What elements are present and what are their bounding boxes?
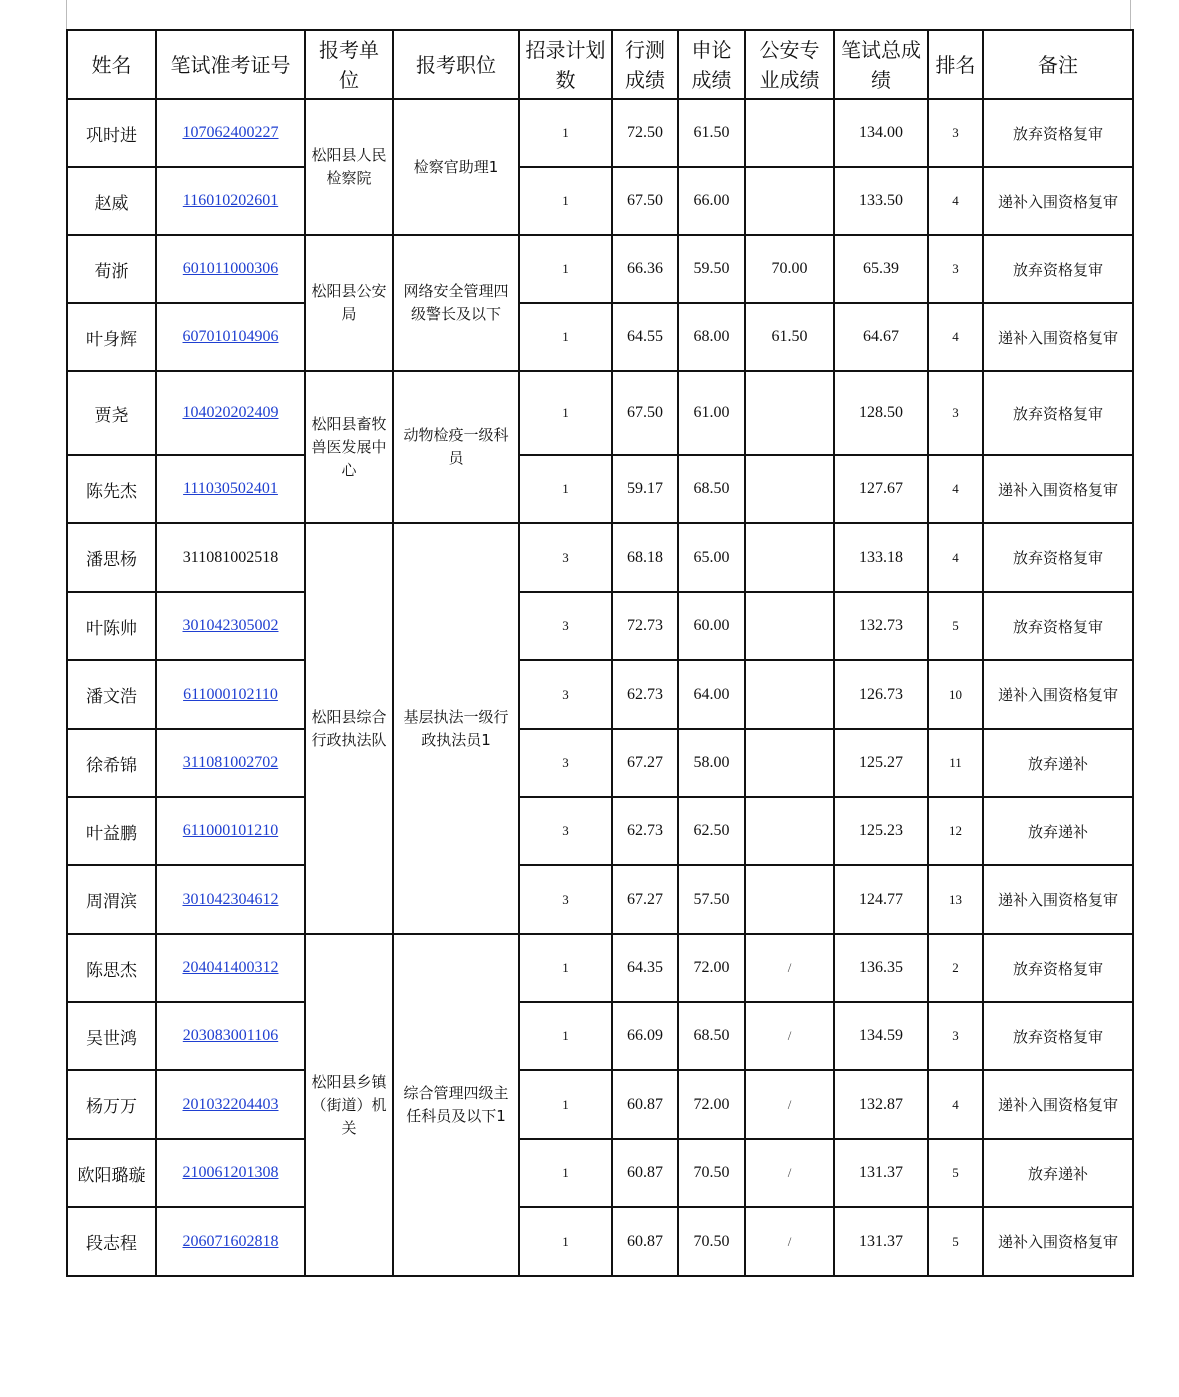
- total-score: 134.59: [834, 1002, 928, 1070]
- xingce-score: 60.87: [612, 1139, 678, 1207]
- remark: 递补入围资格复审: [983, 167, 1133, 235]
- shenlun-score: 57.50: [678, 865, 745, 934]
- plan-count: 1: [519, 371, 612, 455]
- exam-id-cell[interactable]: [156, 797, 305, 865]
- exam-id-cell[interactable]: [156, 303, 305, 371]
- exam-id-cell[interactable]: [156, 371, 305, 455]
- rank: 11: [928, 729, 983, 797]
- rank: 3: [928, 235, 983, 303]
- rank: 4: [928, 1070, 983, 1139]
- exam-id-link[interactable]: 204041400312: [182, 959, 279, 976]
- candidate-name: 赵威: [67, 167, 156, 235]
- table-row: [67, 99, 1133, 167]
- plan-count: 3: [519, 660, 612, 729]
- total-score: 132.87: [834, 1070, 928, 1139]
- unit-cell: [305, 934, 393, 1276]
- total-score: 124.77: [834, 865, 928, 934]
- police-score: [745, 592, 834, 660]
- exam-id-cell: [156, 523, 305, 592]
- remark: 递补入围资格复审: [983, 1070, 1133, 1139]
- police-score: /: [745, 1002, 834, 1070]
- header-exam-id: [156, 30, 305, 99]
- header-label: 业成绩: [759, 67, 820, 92]
- total-score: 125.23: [834, 797, 928, 865]
- header-label: 笔试准考证号: [170, 52, 291, 77]
- position-cell: [393, 99, 519, 235]
- remark: 递补入围资格复审: [983, 865, 1133, 934]
- exam-id-link[interactable]: 111030502401: [183, 480, 278, 497]
- total-score: 65.39: [834, 235, 928, 303]
- remark: 放弃资格复审: [983, 235, 1133, 303]
- exam-id-cell[interactable]: [156, 99, 305, 167]
- rank: 4: [928, 303, 983, 371]
- unit-line: 检察院: [326, 169, 372, 187]
- police-score: [745, 729, 834, 797]
- shenlun-score: 61.50: [678, 99, 745, 167]
- candidate-name: 吴世鸿: [67, 1002, 156, 1070]
- police-score: /: [745, 934, 834, 1002]
- remark: 放弃资格复审: [983, 1002, 1133, 1070]
- header-shenlun: [678, 30, 745, 99]
- xingce-score: 60.87: [612, 1207, 678, 1276]
- header-label: 姓名: [91, 52, 132, 77]
- table-row: [67, 1139, 1133, 1207]
- candidate-name: 周渭滨: [67, 865, 156, 934]
- unit-line: 关: [341, 1118, 357, 1137]
- exam-id-cell[interactable]: [156, 1207, 305, 1276]
- rank: 5: [928, 1139, 983, 1207]
- rank: 3: [928, 1002, 983, 1070]
- remark: 放弃递补: [983, 797, 1133, 865]
- header-remark: [983, 30, 1133, 99]
- header-row: [67, 30, 1133, 99]
- header-label: 成绩: [691, 67, 732, 92]
- rank: 3: [928, 99, 983, 167]
- header-plan: [519, 30, 612, 99]
- candidate-name: 欧阳璐璇: [67, 1139, 156, 1207]
- shenlun-score: 68.00: [678, 303, 745, 371]
- candidate-name: 陈先杰: [67, 455, 156, 523]
- xingce-score: 66.09: [612, 1002, 678, 1070]
- exam-id-cell[interactable]: [156, 1070, 305, 1139]
- xingce-score: 62.73: [612, 660, 678, 729]
- table-row: [67, 1207, 1133, 1276]
- remark: 放弃资格复审: [983, 523, 1133, 592]
- xingce-score: 60.87: [612, 1070, 678, 1139]
- table-row: [67, 303, 1133, 371]
- header-label: 报考职位: [416, 52, 496, 77]
- total-score: 131.37: [834, 1207, 928, 1276]
- police-score: 70.00: [745, 235, 834, 303]
- plan-count: 3: [519, 523, 612, 592]
- header-unit: [305, 30, 393, 99]
- position-line: 级警长及以下: [410, 305, 501, 323]
- candidate-name: 叶益鹏: [67, 797, 156, 865]
- exam-id-link[interactable]: 611000101210: [182, 822, 279, 839]
- exam-id-text: 311081002518: [182, 548, 279, 566]
- plan-count: 3: [519, 797, 612, 865]
- candidate-name: 杨万万: [67, 1070, 156, 1139]
- exam-id-link[interactable]: 607010104906: [182, 328, 279, 345]
- total-score: 126.73: [834, 660, 928, 729]
- plan-count: 1: [519, 303, 612, 371]
- position-cell: [393, 523, 519, 934]
- header-label: 招录计划: [525, 37, 606, 62]
- plan-count: 1: [519, 934, 612, 1002]
- table-row: [67, 1002, 1133, 1070]
- plan-count: 3: [519, 865, 612, 934]
- plan-count: 1: [519, 1207, 612, 1276]
- remark: 放弃递补: [983, 729, 1133, 797]
- xingce-score: 67.50: [612, 167, 678, 235]
- table-row: [67, 371, 1133, 455]
- xingce-score: 68.18: [612, 523, 678, 592]
- police-score: [745, 865, 834, 934]
- header-label: 报考单: [319, 37, 379, 62]
- xingce-score: 72.73: [612, 592, 678, 660]
- table-row: [67, 523, 1133, 592]
- unit-cell: [305, 99, 393, 235]
- xingce-score: 66.36: [612, 235, 678, 303]
- total-score: 134.00: [834, 99, 928, 167]
- position-line: 综合管理四级主: [403, 1084, 509, 1102]
- plan-count: 3: [519, 729, 612, 797]
- table-row: [67, 1070, 1133, 1139]
- exam-id-link[interactable]: 104020202409: [182, 404, 279, 421]
- total-score: 132.73: [834, 592, 928, 660]
- unit-line: 松阳县乡镇: [311, 1072, 387, 1091]
- table-body: [67, 99, 1133, 1276]
- candidate-name: 徐希锦: [67, 729, 156, 797]
- candidate-name: 巩时进: [67, 99, 156, 167]
- header-label: 申论: [691, 37, 732, 62]
- exam-id-link[interactable]: 311081002702: [182, 754, 279, 771]
- header-label: 排名: [935, 52, 976, 77]
- plan-count: 1: [519, 167, 612, 235]
- exam-id-cell[interactable]: [156, 1139, 305, 1207]
- shenlun-score: 72.00: [678, 934, 745, 1002]
- header-position: [393, 30, 519, 99]
- position-line: 动物检疫一级科: [403, 426, 509, 444]
- header-label: 行测: [625, 37, 665, 62]
- page-top-frame: [66, 0, 1131, 29]
- table-row: [67, 455, 1133, 523]
- police-score: [745, 523, 834, 592]
- police-score: [745, 455, 834, 523]
- header-rank: [928, 30, 983, 99]
- police-score: /: [745, 1070, 834, 1139]
- rank: 5: [928, 1207, 983, 1276]
- total-score: 131.37: [834, 1139, 928, 1207]
- table-row: [67, 865, 1133, 934]
- exam-id-link[interactable]: 201032204403: [182, 1095, 279, 1113]
- total-score: 128.50: [834, 371, 928, 455]
- position-line: 任科员及以下1: [406, 1107, 506, 1125]
- police-score: /: [745, 1139, 834, 1207]
- rank: 4: [928, 455, 983, 523]
- rank: 12: [928, 797, 983, 865]
- exam-id-cell[interactable]: [156, 167, 305, 235]
- unit-line: 行政执法队: [311, 730, 387, 749]
- remark: 放弃资格复审: [983, 371, 1133, 455]
- exam-id-link[interactable]: 107062400227: [182, 124, 279, 141]
- exam-id-cell[interactable]: [156, 455, 305, 523]
- header-label: 绩: [871, 67, 891, 92]
- table-row: [67, 797, 1133, 865]
- rank: 5: [928, 592, 983, 660]
- position-line: 基层执法一级行: [403, 707, 509, 726]
- police-score: [745, 371, 834, 455]
- remark: 递补入围资格复审: [983, 455, 1133, 523]
- table-row: [67, 729, 1133, 797]
- unit-line: 松阳县综合: [311, 707, 387, 726]
- shenlun-score: 61.00: [678, 371, 745, 455]
- total-score: 136.35: [834, 934, 928, 1002]
- shenlun-score: 68.50: [678, 455, 745, 523]
- rank: 3: [928, 371, 983, 455]
- unit-line: 松阳县公安: [311, 282, 387, 300]
- shenlun-score: 62.50: [678, 797, 745, 865]
- candidate-name: 贾尧: [67, 371, 156, 455]
- rank: 4: [928, 167, 983, 235]
- candidate-name: 陈思杰: [67, 934, 156, 1002]
- shenlun-score: 59.50: [678, 235, 745, 303]
- rank: 13: [928, 865, 983, 934]
- remark: 放弃资格复审: [983, 934, 1133, 1002]
- plan-count: 1: [519, 1002, 612, 1070]
- unit-cell: [305, 523, 393, 934]
- table-row: [67, 934, 1133, 1002]
- xingce-score: 67.27: [612, 729, 678, 797]
- xingce-score: 64.35: [612, 934, 678, 1002]
- exam-id-link[interactable]: 611000102110: [183, 685, 278, 703]
- exam-id-cell[interactable]: [156, 235, 305, 303]
- exam-id-link[interactable]: 203083001106: [182, 1027, 279, 1044]
- unit-line: 局: [341, 305, 357, 323]
- unit-cell: [305, 371, 393, 523]
- total-score: 133.50: [834, 167, 928, 235]
- plan-count: 1: [519, 235, 612, 303]
- header-total: [834, 30, 928, 99]
- table-row: [67, 660, 1133, 729]
- xingce-score: 67.50: [612, 371, 678, 455]
- position-line: 员: [448, 449, 464, 467]
- unit-line: 兽医发展中: [311, 437, 387, 456]
- total-score: 127.67: [834, 455, 928, 523]
- header-label: 成绩: [625, 67, 665, 92]
- remark: 递补入围资格复审: [983, 660, 1133, 729]
- candidate-name: 叶陈帅: [67, 592, 156, 660]
- shenlun-score: 65.00: [678, 523, 745, 592]
- total-score: 133.18: [834, 523, 928, 592]
- exam-id-cell[interactable]: [156, 660, 305, 729]
- police-score: 61.50: [745, 303, 834, 371]
- header-label: 公安专: [759, 37, 820, 62]
- remark: 递补入围资格复审: [983, 303, 1133, 371]
- police-score: [745, 797, 834, 865]
- shenlun-score: 72.00: [678, 1070, 745, 1139]
- position-line: 检察官助理1: [413, 157, 499, 176]
- exam-id-cell[interactable]: [156, 934, 305, 1002]
- unit-line: （街道）机: [311, 1095, 387, 1114]
- exam-id-cell[interactable]: [156, 1002, 305, 1070]
- police-score: [745, 99, 834, 167]
- shenlun-score: 64.00: [678, 660, 745, 729]
- exam-id-link[interactable]: 601011000306: [182, 260, 279, 277]
- rank: 10: [928, 660, 983, 729]
- xingce-score: 59.17: [612, 455, 678, 523]
- unit-line: 心: [341, 460, 357, 479]
- candidate-name: 荀浙: [67, 235, 156, 303]
- exam-id-cell[interactable]: [156, 592, 305, 660]
- exam-id-cell[interactable]: [156, 729, 305, 797]
- total-score: 125.27: [834, 729, 928, 797]
- shenlun-score: 66.00: [678, 167, 745, 235]
- position-cell: [393, 235, 519, 371]
- table-row: [67, 167, 1133, 235]
- plan-count: 1: [519, 1070, 612, 1139]
- header-label: 笔试总成: [841, 37, 921, 62]
- rank: 2: [928, 934, 983, 1002]
- plan-count: 1: [519, 99, 612, 167]
- shenlun-score: 60.00: [678, 592, 745, 660]
- exam-id-cell[interactable]: [156, 865, 305, 934]
- shenlun-score: 70.50: [678, 1139, 745, 1207]
- exam-id-link[interactable]: 116010202601: [182, 192, 279, 209]
- table-row: [67, 235, 1133, 303]
- position-line: 政执法员1: [421, 730, 491, 749]
- position-cell: [393, 371, 519, 523]
- xingce-score: 67.27: [612, 865, 678, 934]
- shenlun-score: 68.50: [678, 1002, 745, 1070]
- exam-id-link[interactable]: 301042304612: [182, 890, 279, 908]
- plan-count: 3: [519, 592, 612, 660]
- remark: 放弃资格复审: [983, 99, 1133, 167]
- remark: 放弃递补: [983, 1139, 1133, 1207]
- header-label: 位: [339, 67, 359, 92]
- exam-id-link[interactable]: 206071602818: [182, 1232, 279, 1250]
- candidate-name: 叶身辉: [67, 303, 156, 371]
- xingce-score: 64.55: [612, 303, 678, 371]
- header-police: [745, 30, 834, 99]
- rank: 4: [928, 523, 983, 592]
- unit-cell: [305, 235, 393, 371]
- police-score: [745, 660, 834, 729]
- remark: 放弃资格复审: [983, 592, 1133, 660]
- score-table: [66, 29, 1134, 1277]
- remark: 递补入围资格复审: [983, 1207, 1133, 1276]
- plan-count: 1: [519, 455, 612, 523]
- exam-id-link[interactable]: 301042305002: [182, 617, 279, 634]
- total-score: 64.67: [834, 303, 928, 371]
- header-label: 备注: [1038, 52, 1078, 77]
- header-xingce: [612, 30, 678, 99]
- xingce-score: 62.73: [612, 797, 678, 865]
- position-line: 网络安全管理四: [403, 282, 509, 300]
- police-score: /: [745, 1207, 834, 1276]
- table-row: [67, 592, 1133, 660]
- position-cell: [393, 934, 519, 1276]
- header-label: 数: [555, 67, 576, 92]
- shenlun-score: 70.50: [678, 1207, 745, 1276]
- exam-id-link[interactable]: 210061201308: [182, 1164, 279, 1181]
- plan-count: 1: [519, 1139, 612, 1207]
- unit-line: 松阳县人民: [311, 146, 387, 164]
- shenlun-score: 58.00: [678, 729, 745, 797]
- unit-line: 松阳县畜牧: [311, 414, 387, 433]
- police-score: [745, 167, 834, 235]
- header-name: [67, 30, 156, 99]
- candidate-name: 潘文浩: [67, 660, 156, 729]
- candidate-name: 段志程: [67, 1207, 156, 1276]
- xingce-score: 72.50: [612, 99, 678, 167]
- candidate-name: 潘思杨: [67, 523, 156, 592]
